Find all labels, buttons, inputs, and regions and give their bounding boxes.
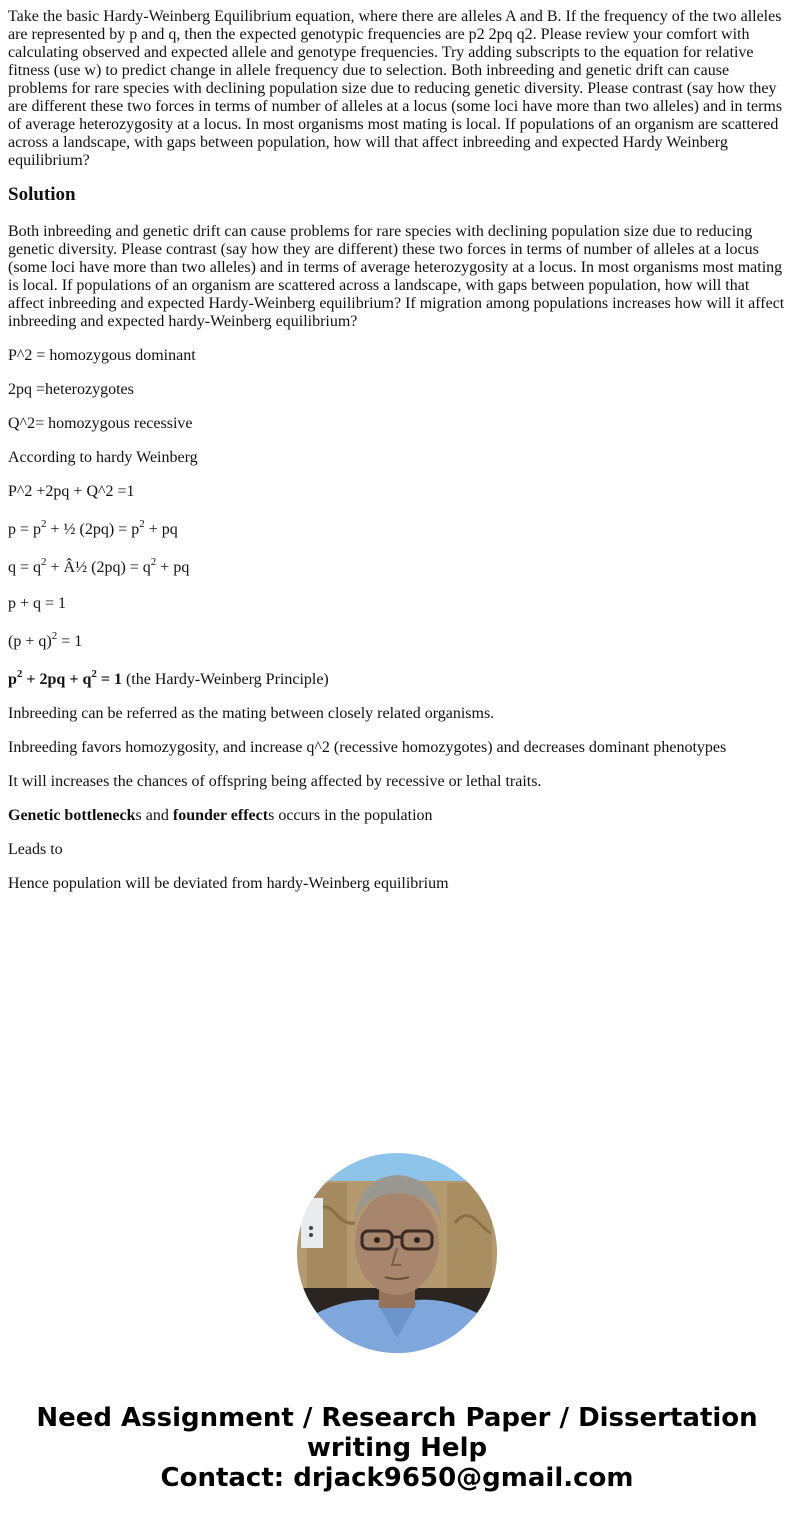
footer-line-1: Need Assignment / Research Paper / Dissertation	[36, 1403, 758, 1433]
allele-sum-equation: p + q = 1	[8, 595, 67, 612]
p-frequency-equation: $p = p^2$ + ½ $(2pq) = p^2$ + pq	[8, 517, 178, 538]
footer-contact: Contact: drjack9650@gmail.com	[160, 1463, 634, 1493]
definition-homozygous-recessive: Q^2= homozygous recessive	[8, 415, 193, 432]
leads-to: Leads to	[8, 841, 63, 858]
solution-intro: Both inbreeding and genetic drift can cause problems for rare species with declining population size due to reducing genetic diversity. Please contrast (say how they are different) these two forces in terms of number of alleles at a locus (some loci have more than two alleles) and in terms of average heterozygosity at a locus. In most organisms most mating is local. If populations of an organism are scattered across a landscape, with gaps between population, how will that affect inbreeding and expected Hardy-Weinberg equilibrium? If migration among populations increases how will it affect inbreeding and expected hardy-Weinberg equilibrium?	[8, 223, 785, 330]
definition-heterozygotes: 2pq =heterozygotes	[8, 381, 134, 398]
solution-heading: Solution	[8, 184, 76, 205]
bottleneck-founder-note: Genetic bottlenecks and founder effects occurs in the population	[8, 807, 433, 824]
footer-banner	[0, 1403, 794, 1493]
inbreeding-effect: Inbreeding favors homozygosity, and increase q^2 (recessive homozygotes) and decreases dominant phenotypes	[8, 739, 727, 756]
conclusion: Hence population will be deviated from hardy-Weinberg equilibrium	[8, 875, 449, 892]
person-portrait-icon	[297, 1153, 497, 1353]
question-text: Take the basic Hardy-Weinberg Equilibrium equation, where there are alleles A and B. If the frequency of the two alleles are represented by p and q, then the expected genotypic frequencies are p2 2pq q2. Please review your comfort with calculating observed and expected allele and genotype frequencies. Try adding subscripts to the equation for relative fitness (use w) to predict change in allele frequency due to selection. Both inbreeding and genetic drift can cause problems for rare species with declining population size due to reducing genetic diversity. Please contrast (say how they are different these two forces in terms of number of alleles at a locus (some loci have more than two alleles) and in terms of average heterozygosity at a locus. In most organisms most mating is local. If populations of an organism are scattered across a landscape, with gaps between population, how will that affect inbreeding and expected Hardy Weinberg equilibrium?	[8, 8, 783, 169]
according-to-hardy-weinberg: According to hardy Weinberg	[8, 449, 198, 466]
hardy-weinberg-principle: $p^2 + 2pq + q^2 = 1$ (the Hardy-Weinberg Principle)	[8, 667, 329, 688]
avatar	[297, 1153, 497, 1353]
offspring-risk: It will increases the chances of offspring being affected by recessive or lethal traits.	[8, 773, 542, 790]
inbreeding-definition: Inbreeding can be referred as the mating between closely related organisms.	[8, 705, 495, 722]
squared-sum-equation: $(p + q)^2 = 1$	[8, 629, 83, 650]
footer-line-2: writing Help	[306, 1433, 488, 1463]
definition-homozygous-dominant: P^2 = homozygous dominant	[8, 347, 196, 364]
genotype-sum-equation: P^2 +2pq + Q^2 =1	[8, 483, 135, 500]
document-body	[8, 8, 786, 909]
q-frequency-equation: $q = q^2$ + Â½ $(2pq) = q^2$ + pq	[8, 555, 190, 576]
